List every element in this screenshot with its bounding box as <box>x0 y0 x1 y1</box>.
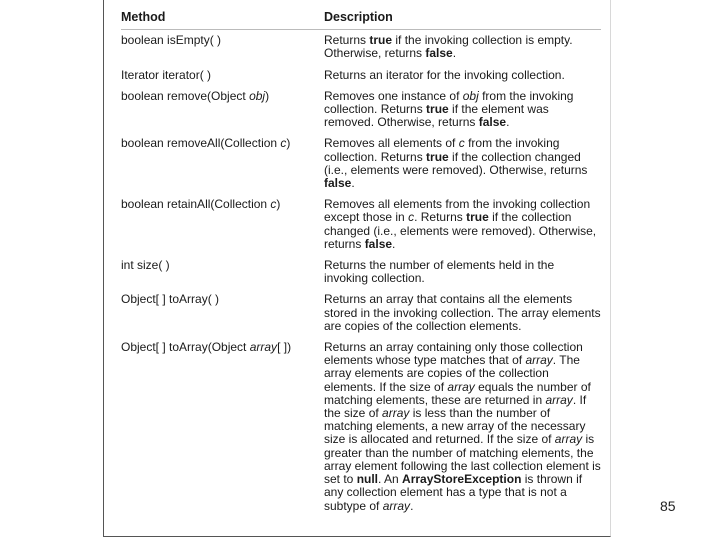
text-segment: obj <box>462 88 479 103</box>
text-segment: false <box>364 236 393 251</box>
text-segment: true <box>426 102 449 117</box>
text-segment: c <box>270 197 277 212</box>
method-table <box>121 11 601 521</box>
text-segment: Returns <box>324 33 370 48</box>
text-segment: . The array elements are copies of the collection elements. If the size of <box>324 353 580 394</box>
text-segment: if the invoking collection is empty. Otherwise, returns <box>324 33 573 61</box>
text-segment: array <box>382 498 411 513</box>
text-segment: int size( ) <box>121 258 170 273</box>
method-column-header: Method <box>121 10 166 24</box>
text-segment: true <box>426 149 449 164</box>
text-segment: if the collection changed (i.e., elements were removed). Otherwise, returns <box>324 210 597 251</box>
text-segment: true <box>369 33 393 48</box>
text-segment: Removes all elements from the invoking collection except those in <box>324 197 591 225</box>
table-row <box>121 137 601 190</box>
text-segment: array <box>447 379 475 394</box>
table-row <box>121 198 601 251</box>
table-row <box>121 34 601 60</box>
method-signature <box>121 137 324 150</box>
text-segment: Object[ ] toArray(Object <box>121 340 250 355</box>
text-segment: . <box>351 176 355 191</box>
text-segment: boolean isEmpty( ) <box>121 33 222 48</box>
method-description <box>324 198 601 251</box>
text-segment: from the invoking collection. Returns <box>324 88 574 117</box>
method-description <box>324 69 601 82</box>
text-segment: false <box>478 115 507 130</box>
method-description <box>324 90 601 130</box>
text-segment: . <box>392 236 396 251</box>
text-segment: . An <box>378 472 403 487</box>
text-segment: equals the number of matching elements, these are returned in <box>324 379 591 407</box>
method-signature <box>121 341 324 354</box>
text-segment: is less than the number of matching elements, a new array of the necessary size is allocated and returned. If the size of <box>324 406 586 447</box>
text-segment: Removes one instance of <box>324 88 463 103</box>
method-signature <box>121 293 324 306</box>
text-segment: true <box>466 210 489 225</box>
text-segment: . If the size of <box>324 392 587 421</box>
page-number: 85 <box>660 498 676 514</box>
table-row <box>121 69 601 82</box>
text-segment: array <box>554 432 583 447</box>
table-row <box>121 293 601 333</box>
text-segment: from the invoking collection. Returns <box>324 136 560 164</box>
text-segment: array <box>249 340 278 355</box>
text-segment: is greater than the number of matching elements, the array element following the last collection element is set to <box>324 432 601 487</box>
text-segment: Removes all elements of <box>324 136 459 151</box>
text-segment: . Returns <box>414 210 467 225</box>
text-segment: boolean retainAll(Collection <box>121 197 271 212</box>
text-segment: ArrayStoreException <box>402 472 522 487</box>
text-segment: if the collection changed (i.e., elements were removed). Otherwise, returns <box>324 149 588 177</box>
method-signature <box>121 198 324 211</box>
description-column-header: Description <box>324 10 393 24</box>
text-segment: obj <box>249 88 266 103</box>
text-segment: Iterator iterator( ) <box>121 67 212 82</box>
method-signature <box>121 259 324 272</box>
table-header <box>121 11 601 24</box>
method-description <box>324 293 601 333</box>
text-segment: array <box>382 406 410 421</box>
table-row <box>121 341 601 513</box>
table-row <box>121 90 601 130</box>
text-segment: is thrown if any collection element has a type that is not a subtype of <box>324 472 583 513</box>
method-signature <box>121 69 324 82</box>
text-segment: boolean remove(Object <box>121 88 250 103</box>
text-segment: c <box>458 136 465 151</box>
text-segment: false <box>324 176 352 191</box>
text-segment: Returns an iterator for the invoking collection. <box>324 67 565 82</box>
text-segment: ) <box>276 197 281 212</box>
text-segment: null <box>356 472 379 487</box>
text-segment: if the element was removed. Otherwise, returns <box>324 102 549 130</box>
text-segment: [ ]) <box>277 340 292 355</box>
text-segment: false <box>425 46 453 61</box>
table-row <box>121 259 601 285</box>
method-description <box>324 34 601 60</box>
text-segment: c <box>280 136 287 151</box>
text-segment: Returns an array that contains all the elements stored in the invoking collection. The array elements are copies of the collection elements. <box>324 292 601 333</box>
method-signature <box>121 34 324 47</box>
text-segment: array <box>525 353 553 368</box>
table-body <box>121 34 601 513</box>
text-segment: ) <box>286 136 291 151</box>
method-description <box>324 259 601 285</box>
method-description <box>324 137 601 190</box>
text-segment: Object[ ] toArray( ) <box>121 292 220 307</box>
text-segment: array <box>545 392 573 407</box>
text-segment: . <box>410 498 414 513</box>
document-scan <box>103 0 611 537</box>
method-signature <box>121 90 324 103</box>
text-segment: . <box>506 115 510 130</box>
method-description <box>324 341 601 513</box>
text-segment: Returns the number of elements held in the invoking collection. <box>324 258 555 286</box>
text-segment: . <box>452 46 457 61</box>
text-segment: c <box>408 210 415 225</box>
text-segment: ) <box>265 88 270 103</box>
text-segment: Returns an array containing only those collection elements whose type matches that of <box>324 340 583 368</box>
text-segment: boolean removeAll(Collection <box>121 136 281 151</box>
